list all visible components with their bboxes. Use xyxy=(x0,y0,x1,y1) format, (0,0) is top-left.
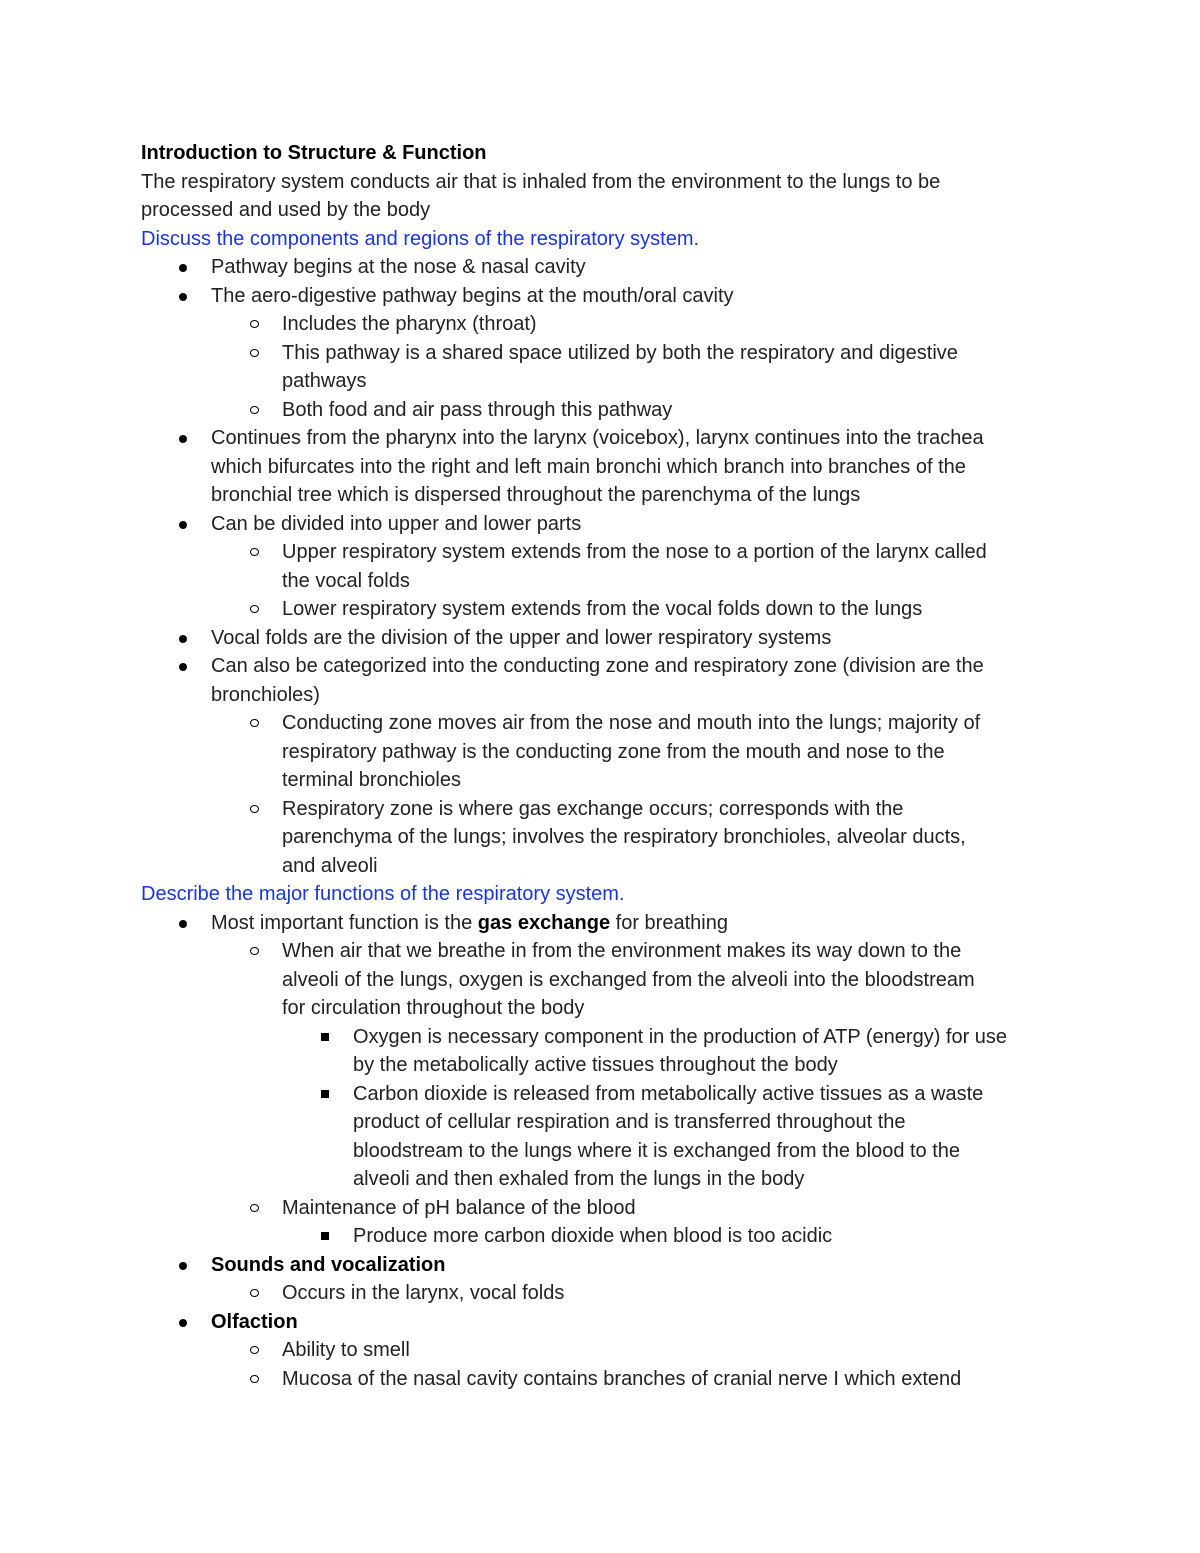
list-item: This pathway is a shared space utilized by both the respiratory and digestive xyxy=(141,339,1071,368)
bullet-circle-icon xyxy=(250,719,259,727)
list-item: Vocal folds are the division of the upper and lower respiratory systems xyxy=(141,624,1071,653)
list-item: Respiratory zone is where gas exchange occurs; corresponds with the xyxy=(141,795,1071,824)
bullet-dot-icon xyxy=(179,1319,187,1327)
bullet-circle-icon xyxy=(250,947,259,955)
document-page xyxy=(141,139,1071,1393)
list-item: Conducting zone moves air from the nose and mouth into the lungs; majority of xyxy=(141,709,1071,738)
list-item: Lower respiratory system extends from the vocal folds down to the lungs xyxy=(141,595,1071,624)
list-item: Olfaction xyxy=(141,1308,1071,1337)
emphasis-gas-exchange: gas exchange xyxy=(477,911,611,934)
list-item-continuation: respiratory pathway is the conducting zone from the mouth and nose to the xyxy=(282,740,945,763)
bullet-circle-icon xyxy=(250,1346,259,1354)
bullet-circle-icon xyxy=(250,548,259,556)
bullet-square-icon xyxy=(321,1033,329,1041)
list-item-continuation: terminal bronchioles xyxy=(282,769,461,791)
list-item: Oxygen is necessary component in the production of ATP (energy) for use xyxy=(141,1023,1071,1052)
list-item: When air that we breathe in from the environment makes its way down to the xyxy=(141,937,1071,966)
list-item-continuation: which bifurcates into the right and left main bronchi which branch into branches of the xyxy=(211,455,966,478)
bullet-dot-icon xyxy=(179,663,187,671)
intro-line-1: The respiratory system conducts air that is inhaled from the environment to the lungs to be xyxy=(141,170,941,193)
list-item: Upper respiratory system extends from the nose to a portion of the larynx called xyxy=(141,538,1071,567)
list-item-continuation: bloodstream to the lungs where it is exchanged from the blood to the xyxy=(353,1139,961,1162)
bullet-circle-icon xyxy=(250,605,259,613)
list-item-continuation: for circulation throughout the body xyxy=(282,997,585,1019)
bullet-circle-icon xyxy=(250,1289,259,1297)
bullet-dot-icon xyxy=(179,1262,187,1270)
list-item: Both food and air pass through this pathway xyxy=(141,396,1071,425)
list-item: Carbon dioxide is released from metabolically active tissues as a waste xyxy=(141,1080,1071,1109)
list-item-continuation: and alveoli xyxy=(282,854,378,877)
bullet-circle-icon xyxy=(250,349,259,357)
list-item: The aero-digestive pathway begins at the mouth/oral cavity xyxy=(141,282,1071,311)
list-item: Ability to smell xyxy=(141,1336,1071,1365)
bullet-circle-icon xyxy=(250,805,259,813)
list-item: Occurs in the larynx, vocal folds xyxy=(141,1279,1071,1308)
prompt-functions: Describe the major functions of the respiratory system. xyxy=(141,883,625,905)
list-item-continuation: bronchial tree which is dispersed throughout the parenchyma of the lungs xyxy=(211,484,861,506)
list-item-continuation: bronchioles) xyxy=(211,683,320,706)
list-item: Produce more carbon dioxide when blood is too acidic xyxy=(141,1222,1071,1251)
list-item-continuation: alveoli and then exhaled from the lungs in the body xyxy=(353,1168,805,1190)
bullet-circle-icon xyxy=(250,1375,259,1383)
list-item-continuation: alveoli of the lungs, oxygen is exchanged from the alveoli into the bloodstream xyxy=(282,968,975,991)
prompt-components: Discuss the components and regions of the respiratory system. xyxy=(141,227,700,250)
list-item-continuation: the vocal folds xyxy=(282,569,410,592)
list-item: Pathway begins at the nose & nasal cavity xyxy=(141,253,1071,282)
bullet-dot-icon xyxy=(179,264,187,272)
list-item: Can be divided into upper and lower parts xyxy=(141,510,1071,539)
list-item-continuation: product of cellular respiration and is transferred throughout the xyxy=(353,1111,906,1133)
bullet-dot-icon xyxy=(179,635,187,643)
bullet-circle-icon xyxy=(250,406,259,414)
list-item-continuation: by the metabolically active tissues throughout the body xyxy=(353,1054,838,1076)
list-item: Mucosa of the nasal cavity contains branches of cranial nerve I which extend xyxy=(141,1365,1071,1394)
list-item-continuation: parenchyma of the lungs; involves the respiratory bronchioles, alveolar ducts, xyxy=(282,826,966,848)
bullet-dot-icon xyxy=(179,293,187,301)
list-item: Maintenance of pH balance of the blood xyxy=(141,1194,1071,1223)
bullet-dot-icon xyxy=(179,920,187,928)
list-item: Can also be categorized into the conducting zone and respiratory zone (division are the xyxy=(141,652,1071,681)
list-item: Sounds and vocalization xyxy=(141,1251,1071,1280)
bullet-circle-icon xyxy=(250,1204,259,1212)
list-item-continuation: pathways xyxy=(282,370,367,392)
bullet-circle-icon xyxy=(250,320,259,328)
intro-line-2: processed and used by the body xyxy=(141,199,431,221)
bullet-square-icon xyxy=(321,1090,329,1098)
list-item: Most important function is the gas exchange for breathing xyxy=(141,909,1071,938)
bullet-dot-icon xyxy=(179,435,187,443)
list-item: Includes the pharynx (throat) xyxy=(141,310,1071,339)
list-item: Continues from the pharynx into the larynx (voicebox), larynx continues into the trachea xyxy=(141,424,1071,453)
section-title: Introduction to Structure & Function xyxy=(141,142,487,164)
bullet-square-icon xyxy=(321,1232,329,1240)
bullet-dot-icon xyxy=(179,521,187,529)
